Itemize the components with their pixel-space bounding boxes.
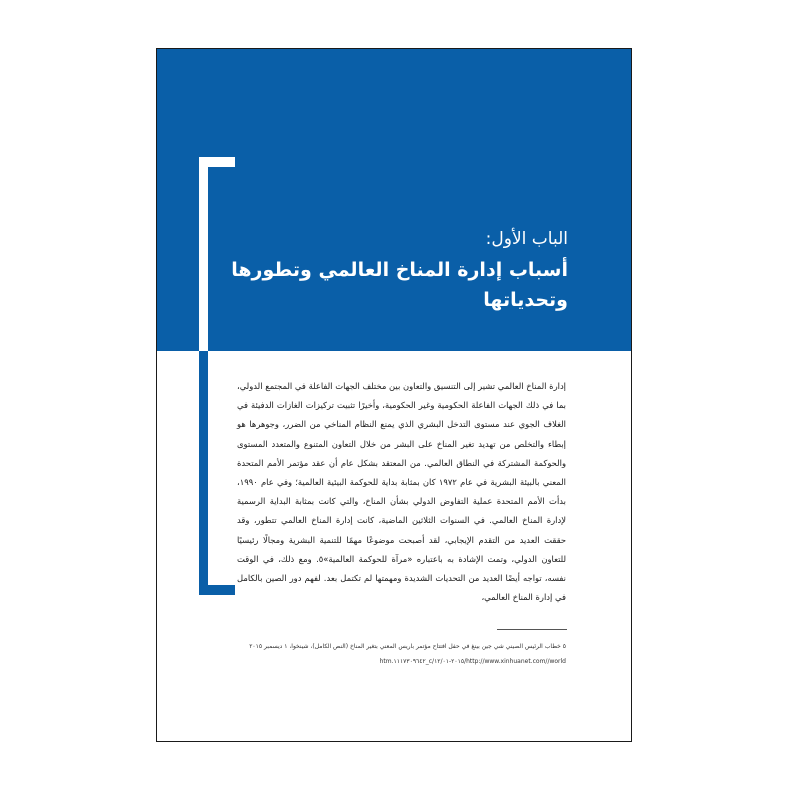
bracket-bottom-bar [199,585,235,595]
bracket-vertical-blue [199,351,208,595]
footnote-divider [497,629,567,630]
body-text [237,377,566,607]
footnote: ٥ خطاب الرئيس الصيني شي جين بينغ في حفل افتتاح مؤتمر باريس المعني بتغير المناخ (النص الكامل)، شينخوا، ١ ديسمبر ٢٠١٥ http://www.xinhuanet.com//world/٢٠١٥-١٢/٠١/c_١١١٧٣٠٩٦٤٢.htm [249,643,566,665]
chapter-label: الباب الأول: [485,229,568,249]
book-page [156,48,632,742]
bracket-vertical-white [199,157,208,351]
chapter-title: أسباب إدارة المناخ العالمي وتطورها وتحدياتها [231,259,568,311]
body-paragraph: إدارة المناخ العالمي تشير إلى التنسيق والتعاون بين مختلف الجهات الفاعلة في المجتمع الدولي، بما في ذلك الجهات الفاعلة الحكومية وغير الحكومية، وأخيرًا تثبيت تركيزات الغازات الدفيئة في الغلاف الجوي عند مستوى التدخل البشري الذي يمنع النظام المناخي من الضرر، وجوهرها هو إبطاء والتخلص من تهديد تغير المناخ على البشر من خلال التعاون المتنوع والمتعدد المستوى والحوكمة المشتركة في النطاق العالمي. من المعتقد بشكل عام أن عقد مؤتمر الأمم المتحدة المعني بالبيئة البشرية في عام ١٩٧٢ كان بمثابة بداية للحوكمة البيئية العالمية؛ وفي عام ١٩٩٠، بدأت الأمم المتحدة عملية التفاوض الدولي بشأن المناخ، والتي كانت بمثابة البداية الرسمية لإدارة المناخ العالمي. في السنوات الثلاثين الماضية، كانت إدارة المناخ العالمي تتطور، وقد حققت العديد من التقدم الإيجابي، لقد أصبحت موضوعًا مهمًا للتنمية البشرية ومجالًا رئيسيًا للتعاون الدولي، وتمت الإشادة به باعتباره «مرآة للحوكمة العالمية»٥. ومع ذلك، في الوقت نفسه، تواجه أيضًا العديد من التحديات الشديدة ومهمتها لم تكتمل بعد. لفهم دور الصين بالكامل في إدارة المناخ العالمي، [237,381,567,603]
